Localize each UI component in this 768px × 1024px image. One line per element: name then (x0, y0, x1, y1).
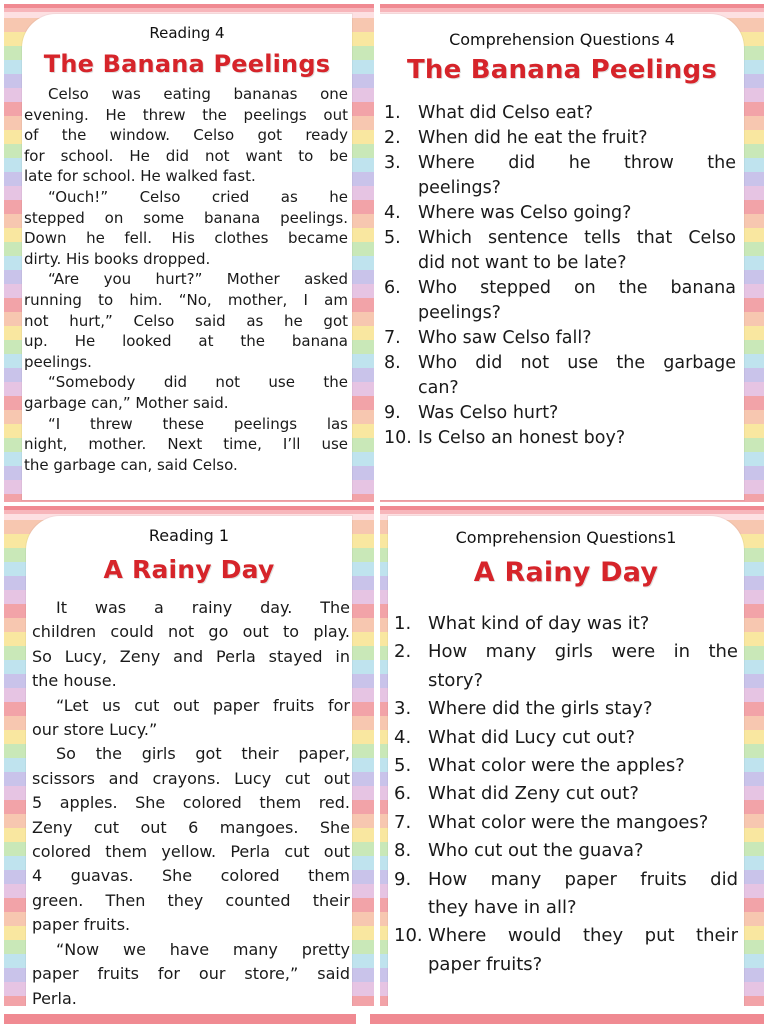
card-questions-1 (380, 506, 764, 1006)
story-line: the garbage can, said Celso. (24, 455, 238, 474)
question-continuation (394, 894, 738, 922)
question-continuation (384, 376, 736, 401)
reading-4-paper (22, 14, 352, 500)
reading-1-story (32, 596, 350, 1006)
story-line: late for school. He walked fast. (24, 167, 256, 186)
question-number: 2. (384, 128, 401, 148)
question-number: 7. (394, 811, 412, 833)
story-line: our store Lucy.” (32, 720, 158, 740)
story-line: 5 apples. She colored them red. (32, 793, 350, 813)
story-line: Perla. (32, 988, 77, 1006)
question-number: 8. (384, 353, 401, 373)
card-reading-4 (4, 4, 374, 502)
question-item (394, 780, 738, 808)
questions-1-paper (388, 516, 744, 1006)
story-line: So Lucy, Zeny and Perla stayed in (32, 646, 350, 666)
question-continuation (394, 951, 738, 979)
question-item (394, 837, 738, 865)
question-text: Where would they put their (428, 925, 738, 947)
question-item (394, 809, 738, 837)
story-line: “Are you hurt?” Mother asked (48, 270, 348, 289)
question-number: 10. (384, 428, 412, 448)
question-text: Where did the girls stay? (428, 698, 653, 720)
question-number: 5. (394, 755, 412, 777)
question-continuation (384, 301, 736, 326)
question-number: 2. (394, 641, 412, 663)
question-text: How many paper fruits did (428, 868, 738, 890)
question-number: 6. (384, 278, 401, 298)
question-text: Where was Celso going? (418, 203, 632, 223)
story-line: paper fruits. (32, 915, 131, 935)
question-item (384, 151, 736, 176)
reading-4-label: Reading 4 (149, 24, 225, 42)
question-number: 3. (384, 153, 401, 173)
question-text: What did Celso eat? (418, 103, 594, 123)
question-number: 7. (384, 328, 401, 348)
question-item (394, 638, 738, 666)
question-item (384, 401, 736, 426)
question-item (394, 610, 738, 638)
reading-4-title: The Banana Peelings (43, 50, 331, 78)
questions-1-list (394, 610, 738, 979)
story-line: stepped on some banana peelings. (24, 208, 348, 227)
story-line: “Somebody did not use the (48, 373, 348, 392)
question-item (384, 201, 736, 226)
question-number: 9. (384, 403, 401, 423)
question-text: Was Celso hurt? (418, 403, 559, 423)
questions-4-paper (380, 14, 744, 500)
story-line: for school. He did not want to be (24, 146, 348, 165)
question-number: 8. (394, 840, 412, 862)
story-line: Zeny cut out 6 mangoes. She (32, 817, 350, 837)
reading-1-title: A Rainy Day (103, 555, 275, 584)
question-text: Is Celso an honest boy? (418, 428, 626, 448)
story-line: children could not go out to play. (32, 622, 350, 642)
question-text: Who did not use the garbage (418, 353, 736, 373)
story-line: paper fruits for our store,” said (32, 964, 350, 984)
story-line: evening. He threw the peelings out (24, 105, 348, 124)
story-line: green. Then they counted their (32, 890, 350, 910)
question-text: What did Zeny cut out? (428, 783, 639, 805)
question-number: 6. (394, 783, 412, 805)
story-line: Celso was eating bananas one (48, 85, 348, 103)
questions-4-label: Comprehension Questions 4 (449, 30, 675, 49)
story-line: up. He looked at the banana (24, 332, 348, 351)
story-line: “I threw these peelings las (48, 414, 348, 433)
question-continuation (394, 667, 738, 695)
story-line: of the window. Celso got ready (24, 126, 348, 145)
question-text: story? (428, 669, 484, 691)
questions-1-label: Comprehension Questions1 (455, 528, 677, 547)
question-item (394, 866, 738, 894)
bottom-strip-right (370, 1014, 764, 1024)
question-item (384, 426, 736, 451)
question-text: What color were the mangoes? (428, 811, 709, 833)
question-continuation (384, 251, 736, 276)
question-text: What kind of day was it? (428, 613, 650, 634)
question-item (394, 695, 738, 723)
story-line: Down he fell. His clothes became (24, 229, 348, 248)
question-item (384, 326, 736, 351)
question-number: 4. (394, 726, 412, 748)
story-line: “Now we have many pretty (56, 939, 350, 959)
question-text: they have in all? (428, 897, 577, 919)
reading-1-paper (26, 516, 352, 1006)
question-text: Who stepped on the banana (418, 278, 736, 298)
story-line: running to him. “No, mother, I am (24, 290, 348, 309)
card-questions-4 (380, 4, 764, 502)
question-number: 5. (384, 228, 401, 248)
question-text: Where did he throw the (418, 153, 736, 173)
question-text: Who saw Celso fall? (418, 328, 592, 348)
question-text: What did Lucy cut out? (428, 726, 636, 748)
question-item (394, 752, 738, 780)
question-text: How many girls were in the (428, 641, 738, 663)
story-line: the house. (32, 671, 117, 691)
question-item (384, 101, 736, 126)
story-line: It was a rainy day. The (56, 598, 350, 617)
story-line: scissors and crayons. Lucy cut out (32, 768, 350, 788)
bottom-strip-left (4, 1014, 356, 1024)
questions-4-list (384, 101, 736, 451)
story-line: not hurt,” Celso said as he got (24, 311, 348, 330)
question-item (384, 276, 736, 301)
question-number: 10. (394, 925, 423, 947)
question-text: can? (418, 378, 459, 398)
question-number: 3. (394, 698, 412, 720)
question-text: paper fruits? (428, 953, 543, 975)
story-line: garbage can,” Mother said. (24, 393, 229, 412)
reading-1-label: Reading 1 (148, 526, 230, 545)
question-text: peelings? (418, 303, 501, 323)
story-line: dirty. His books dropped. (24, 249, 211, 268)
question-item (394, 922, 738, 950)
story-line: peelings. (24, 352, 92, 371)
question-text: Which sentence tells that Celso (418, 228, 736, 248)
question-item (384, 226, 736, 251)
question-text: Who cut out the guava? (428, 840, 644, 862)
question-text: When did he eat the fruit? (418, 128, 648, 148)
question-number: 9. (394, 868, 412, 890)
question-number: 1. (394, 613, 412, 634)
story-line: “Let us cut out paper fruits for (56, 695, 350, 715)
reading-4-story (24, 84, 348, 475)
question-text: peelings? (418, 178, 501, 198)
question-item (384, 126, 736, 151)
question-text: What color were the apples? (428, 755, 685, 777)
story-line: 4 guavas. She colored them (32, 866, 350, 886)
questions-4-title: The Banana Peelings (407, 55, 717, 85)
question-text: did not want to be late? (418, 253, 627, 273)
question-item (394, 724, 738, 752)
question-continuation (384, 176, 736, 201)
story-line: colored them yellow. Perla cut out (32, 842, 350, 862)
question-number: 4. (384, 203, 401, 223)
questions-1-title: A Rainy Day (473, 557, 659, 588)
story-line: “Ouch!” Celso cried as he (48, 187, 348, 206)
story-line: night, mother. Next time, I’ll use (24, 435, 348, 454)
question-number: 1. (384, 103, 401, 123)
card-reading-1 (4, 506, 374, 1006)
story-line: So the girls got their paper, (56, 744, 350, 764)
question-item (384, 351, 736, 376)
